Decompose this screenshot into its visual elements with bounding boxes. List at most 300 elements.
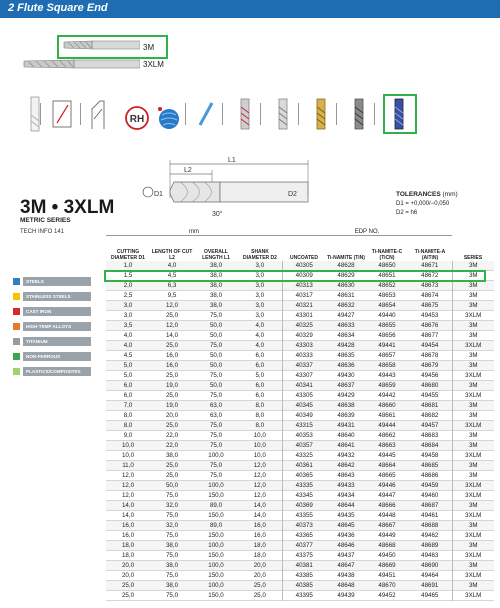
table-cell: 43345 [282, 491, 326, 501]
table-row [106, 361, 494, 371]
table-row [106, 501, 494, 511]
table-cell: 38,0 [209, 282, 223, 289]
table-cell: 10,0 [121, 442, 135, 449]
table-cell: 3XLM [452, 391, 494, 401]
table-cell: 32,0 [165, 502, 179, 509]
table-cell: 3M [452, 441, 494, 451]
table-cell: 18,0 [121, 542, 135, 549]
table-cell: 40333 [282, 351, 326, 361]
table-cell: 3M [452, 471, 494, 481]
table-cell: 9,5 [167, 292, 177, 299]
table-cell: 48654 [378, 302, 396, 309]
table-cell: 75,0 [209, 312, 223, 319]
table-cell: 75,0 [165, 552, 179, 559]
table-row [106, 461, 494, 471]
table-cell: 48687 [421, 502, 439, 509]
table-cell: 48636 [337, 362, 355, 369]
table-cell: 12,0 [165, 322, 179, 329]
table-cell: 50,0 [209, 322, 223, 329]
group-header-edp: EDP NO. [282, 227, 452, 235]
table-cell: 3M [452, 501, 494, 511]
column-header: UNCOATED [290, 255, 318, 261]
icon-separator [222, 103, 223, 125]
selected-icon-highlight [383, 94, 417, 134]
table-cell: 48681 [421, 402, 439, 409]
page-title: 2 Flute Square End [8, 2, 108, 14]
table-cell: 14,0 [121, 502, 135, 509]
table-cell: 40381 [282, 561, 326, 571]
table-cell: 19,0 [165, 402, 179, 409]
table-cell: 3,0 [255, 282, 265, 289]
table-cell: 3M [452, 321, 494, 331]
legend-swatch [13, 353, 20, 360]
table-cell: 48645 [337, 522, 355, 529]
table-cell: 19,0 [165, 382, 179, 389]
table-cell: 9,0 [123, 432, 133, 439]
table-cell: 3XLM [452, 591, 494, 601]
table-cell: 2,0 [123, 282, 133, 289]
table-cell: 49447 [378, 492, 396, 499]
table-cell: 48632 [337, 302, 355, 309]
table-cell: 48651 [378, 272, 396, 279]
table-cell: 49432 [337, 452, 355, 459]
table-cell: 38,0 [165, 542, 179, 549]
table-cell: 3M [452, 581, 494, 591]
tool-profile-icon-3 [268, 95, 298, 133]
table-cell: 20,0 [253, 572, 266, 579]
table-cell: 48644 [337, 502, 355, 509]
table-cell: 49464 [421, 572, 439, 579]
table-cell: 3M [452, 411, 494, 421]
table-cell: 40341 [282, 381, 326, 391]
table-row [106, 571, 494, 581]
table-cell: 48652 [378, 282, 396, 289]
table-row [106, 591, 494, 601]
table-cell: 38,0 [209, 262, 223, 269]
table-row [106, 421, 494, 431]
table-cell: 6,0 [123, 382, 133, 389]
table-cell: 8,0 [123, 412, 133, 419]
table-cell: 3XLM [452, 531, 494, 541]
table-cell: 10,0 [253, 452, 266, 459]
table-cell: 4,0 [167, 262, 177, 269]
table-cell: 75,0 [209, 372, 223, 379]
table-row [106, 321, 494, 331]
table-cell: 3M [452, 541, 494, 551]
table-cell: 40305 [282, 261, 326, 271]
table-cell: 43301 [282, 311, 326, 321]
table-cell: 3M [452, 291, 494, 301]
table-cell: 3M [452, 261, 494, 271]
legend-item [13, 322, 91, 331]
table-cell: 4,0 [123, 332, 133, 339]
table-cell: 4,0 [123, 342, 133, 349]
table-cell: 43307 [282, 371, 326, 381]
tech-info-ref: TECH INFO 141 [20, 229, 65, 235]
table-row [106, 411, 494, 421]
table-cell: 48650 [378, 262, 396, 269]
header-bar [0, 0, 500, 18]
table-cell: 63,0 [209, 412, 223, 419]
table-cell: 40337 [282, 361, 326, 371]
product-subtitle: METRIC SERIES [20, 217, 71, 224]
table-cell: 49457 [421, 422, 439, 429]
table-cell: 3XLM [452, 571, 494, 581]
legend-swatch [13, 368, 20, 375]
table-cell: 50,0 [209, 362, 223, 369]
tool-profile-icon-1 [192, 95, 222, 133]
table-cell: 49436 [337, 532, 355, 539]
table-cell: 18,0 [253, 552, 266, 559]
table-cell: 48628 [337, 262, 355, 269]
table-cell: 48686 [421, 472, 439, 479]
table-cell: 49456 [421, 372, 439, 379]
table-cell: 1,5 [123, 272, 133, 279]
table-cell: 48642 [337, 462, 355, 469]
table-cell: 6,0 [255, 392, 265, 399]
table-cell: 49438 [337, 572, 355, 579]
table-cell: 48678 [421, 352, 439, 359]
table-cell: 48684 [421, 442, 439, 449]
helix-angle-label: 30° [212, 211, 223, 218]
table-cell: 43305 [282, 391, 326, 401]
table-cell: 25,0 [165, 472, 179, 479]
table-cell: 48631 [337, 292, 355, 299]
table-row [106, 261, 494, 271]
table-cell: 6,0 [255, 352, 265, 359]
table-cell: 48667 [378, 522, 396, 529]
legend-swatch [13, 308, 20, 315]
table-cell: 16,0 [253, 532, 266, 539]
table-cell: 49455 [421, 392, 439, 399]
table-row [106, 271, 494, 281]
table-cell: 48682 [421, 412, 439, 419]
legend-label: STEELS [23, 277, 91, 286]
table-cell: 3XLM [452, 551, 494, 561]
table-cell: 100,0 [208, 582, 224, 589]
table-cell: 48676 [421, 322, 439, 329]
table-cell: 3M [452, 561, 494, 571]
table-cell: 10,0 [253, 442, 266, 449]
table-cell: 43375 [282, 551, 326, 561]
column-header-row [106, 235, 494, 261]
table-cell: 43355 [282, 511, 326, 521]
table-row [106, 331, 494, 341]
table-cell: 100,0 [208, 542, 224, 549]
table-body [106, 261, 494, 601]
table-cell: 48639 [337, 412, 355, 419]
table-cell: 150,0 [208, 532, 224, 539]
table-cell: 49445 [378, 452, 396, 459]
table-cell: 48629 [337, 272, 355, 279]
table-cell: 25,0 [165, 372, 179, 379]
table-row [106, 551, 494, 561]
table-row [106, 561, 494, 571]
table-cell: 49429 [337, 392, 355, 399]
table-cell: 10,0 [253, 432, 266, 439]
table-cell: 48641 [337, 442, 355, 449]
table-cell: 10,0 [121, 452, 135, 459]
table-cell: 48669 [378, 562, 396, 569]
flute-tool-icon-1 [20, 95, 50, 133]
table-cell: 22,0 [165, 442, 179, 449]
table-cell: 20,0 [165, 412, 179, 419]
table-cell: 49454 [421, 342, 439, 349]
table-cell: 48665 [378, 472, 396, 479]
table-row [106, 281, 494, 291]
table-cell: 49433 [337, 482, 355, 489]
table-cell: 25,0 [165, 422, 179, 429]
table-cell: 32,0 [165, 522, 179, 529]
table-cell: 48634 [337, 332, 355, 339]
product-title: 3M • 3XLM [20, 197, 115, 218]
table-cell: 40353 [282, 431, 326, 441]
table-cell: 43335 [282, 481, 326, 491]
table-cell: 48653 [378, 292, 396, 299]
table-cell: 3,0 [255, 292, 265, 299]
legend-item [13, 367, 91, 376]
table-cell: 8,0 [255, 412, 265, 419]
table-row [106, 291, 494, 301]
features-icon-row [18, 95, 428, 135]
table-cell: 48690 [421, 562, 439, 569]
table-cell: 3M [452, 331, 494, 341]
table-row [106, 341, 494, 351]
table-cell: 49435 [337, 512, 355, 519]
table-cell: 3M [452, 361, 494, 371]
table-cell: 75,0 [209, 422, 223, 429]
table-cell: 49446 [378, 482, 396, 489]
table-cell: 43303 [282, 341, 326, 351]
table-cell: 150,0 [208, 512, 224, 519]
table-cell: 48647 [337, 562, 355, 569]
table-cell: 49462 [421, 532, 439, 539]
table-cell: 49449 [378, 532, 396, 539]
column-header: SERIES [463, 255, 483, 261]
table-cell: 48664 [378, 462, 396, 469]
table-cell: 6,0 [123, 392, 133, 399]
table-cell: 40385 [282, 581, 326, 591]
legend-label: TITANIUM [23, 337, 91, 346]
table-cell: 3XLM [452, 491, 494, 501]
table-cell: 38,0 [209, 272, 223, 279]
table-cell: 49441 [378, 342, 396, 349]
table-cell: 40361 [282, 461, 326, 471]
rh-badge-icon [122, 99, 152, 137]
column-header: Ti-NAMITE (TiN) [327, 255, 365, 261]
table-cell: 3M [452, 401, 494, 411]
table-cell: 5,0 [123, 362, 133, 369]
table-cell: 63,0 [209, 402, 223, 409]
table-cell: 75,0 [209, 342, 223, 349]
table-cell: 38,0 [165, 452, 179, 459]
table-cell: 3M [452, 381, 494, 391]
table-cell: 49440 [378, 312, 396, 319]
table-cell: 16,0 [121, 532, 135, 539]
table-cell: 3,0 [123, 302, 133, 309]
legend-label: CAST IRON [23, 307, 91, 316]
table-cell: 40317 [282, 291, 326, 301]
table-cell: 14,0 [121, 512, 135, 519]
table-cell: 20,0 [121, 572, 135, 579]
table-cell: 48670 [378, 582, 396, 589]
column-header: CUTTING DIAMETER D1 [111, 249, 145, 261]
table-row [106, 451, 494, 461]
table-cell: 48646 [337, 542, 355, 549]
tolerances-unit: (mm) [442, 191, 458, 198]
table-cell: 89,0 [209, 502, 223, 509]
table-cell: 50,0 [209, 352, 223, 359]
table-cell: 43325 [282, 451, 326, 461]
table-cell: 43395 [282, 591, 326, 601]
table-cell: 7,0 [123, 402, 133, 409]
table-row [106, 481, 494, 491]
table-cell: 3,5 [123, 322, 133, 329]
table-row [106, 511, 494, 521]
table-row [106, 581, 494, 591]
tolerances-box [396, 191, 496, 216]
table-cell: 48633 [337, 322, 355, 329]
table-cell: 3,0 [255, 312, 265, 319]
table-cell: 1,0 [123, 262, 133, 269]
table-cell: 4,0 [255, 322, 265, 329]
table-cell: 49431 [337, 422, 355, 429]
table-cell: 49437 [337, 552, 355, 559]
table-cell: 40309 [282, 271, 326, 281]
table-cell: 75,0 [165, 492, 179, 499]
icon-separator [260, 103, 261, 125]
table-row [106, 521, 494, 531]
group-header-blank [452, 227, 494, 235]
dim-l1-label: L1 [228, 157, 236, 164]
table-row [106, 491, 494, 501]
table-cell: 2,5 [123, 292, 133, 299]
table-cell: 48668 [378, 542, 396, 549]
chamfer-icon [82, 95, 112, 133]
table-cell: 49461 [421, 512, 439, 519]
table-cell: 75,0 [209, 432, 223, 439]
table-cell: 100,0 [208, 452, 224, 459]
table-cell: 48675 [421, 302, 439, 309]
table-cell: 48680 [421, 382, 439, 389]
table-cell: 40325 [282, 321, 326, 331]
tool-label-3m: 3M [143, 43, 155, 52]
table-cell: 48674 [421, 292, 439, 299]
table-cell: 48658 [378, 362, 396, 369]
table-cell: 38,0 [209, 292, 223, 299]
table-cell: 20,0 [253, 562, 266, 569]
dim-d1-label: D1 [154, 191, 163, 198]
table-cell: 48677 [421, 332, 439, 339]
table-cell: 75,0 [209, 442, 223, 449]
table-cell: 6,0 [255, 382, 265, 389]
table-cell: 3XLM [452, 341, 494, 351]
table-cell: 48663 [378, 442, 396, 449]
table-cell: 48691 [421, 582, 439, 589]
table-cell: 50,0 [165, 482, 179, 489]
legend-swatch [13, 338, 20, 345]
table-cell: 25,0 [165, 342, 179, 349]
table-cell: 40365 [282, 471, 326, 481]
table-cell: 75,0 [165, 512, 179, 519]
tool-profile-icon-5 [344, 95, 374, 133]
table-cell: 48648 [337, 582, 355, 589]
table-cell: 150,0 [208, 592, 224, 599]
table-cell: 3M [452, 281, 494, 291]
table-cell: 75,0 [209, 392, 223, 399]
column-header: Ti-NAMITE-A (AlTiN) [414, 249, 446, 261]
table-cell: 4,0 [255, 332, 265, 339]
icon-separator [80, 103, 81, 125]
table-row [106, 311, 494, 321]
table-cell: 49460 [421, 492, 439, 499]
legend-swatch [13, 278, 20, 285]
table-cell: 20,0 [121, 562, 135, 569]
table-cell: 11,0 [122, 462, 134, 469]
table-cell: 49434 [337, 492, 355, 499]
table-row [106, 471, 494, 481]
column-header: OVERALL LENGTH L1 [202, 249, 230, 261]
table-cell: 49458 [421, 452, 439, 459]
table-row [106, 431, 494, 441]
icon-separator [336, 103, 337, 125]
table-cell: 4,5 [167, 272, 177, 279]
table-cell: 48655 [378, 322, 396, 329]
table-row [106, 371, 494, 381]
table-cell: 48659 [378, 382, 396, 389]
table-cell: 43385 [282, 571, 326, 581]
table-cell: 48688 [421, 522, 439, 529]
table-cell: 150,0 [208, 492, 224, 499]
table-cell: 49463 [421, 552, 439, 559]
table-row [106, 391, 494, 401]
table-cell: 12,0 [121, 472, 135, 479]
legend-item [13, 337, 91, 346]
table-cell: 49448 [378, 512, 396, 519]
table-cell: 5,0 [123, 372, 133, 379]
table-cell: 3M [452, 271, 494, 281]
table-cell: 48661 [378, 412, 396, 419]
dim-l2-label: L2 [184, 167, 192, 174]
table-cell: 38,0 [165, 562, 179, 569]
table-cell: 48671 [421, 262, 439, 269]
legend-item [13, 277, 91, 286]
table-cell: 43365 [282, 531, 326, 541]
table-cell: 14,0 [165, 332, 179, 339]
table-cell: 3XLM [452, 311, 494, 321]
product-table [106, 227, 494, 601]
table-cell: 49430 [337, 372, 355, 379]
table-cell: 49442 [378, 392, 396, 399]
table-cell: 48685 [421, 462, 439, 469]
table-cell: 12,0 [253, 482, 266, 489]
table-cell: 18,0 [121, 552, 135, 559]
tool-dimension-diagram [140, 152, 320, 222]
table-cell: 3,0 [123, 312, 133, 319]
table-cell: 8,0 [255, 422, 265, 429]
table-cell: 48656 [378, 332, 396, 339]
table-cell: 50,0 [209, 382, 223, 389]
table-cell: 48689 [421, 542, 439, 549]
table-cell: 49451 [378, 572, 396, 579]
tool-profile-icon-2 [230, 95, 260, 133]
table-cell: 48660 [378, 402, 396, 409]
group-header-mm: mm [106, 227, 282, 235]
table-cell: 40329 [282, 331, 326, 341]
table-cell: 25,0 [121, 582, 135, 589]
icon-separator [185, 103, 186, 125]
table-cell: 48637 [337, 382, 355, 389]
